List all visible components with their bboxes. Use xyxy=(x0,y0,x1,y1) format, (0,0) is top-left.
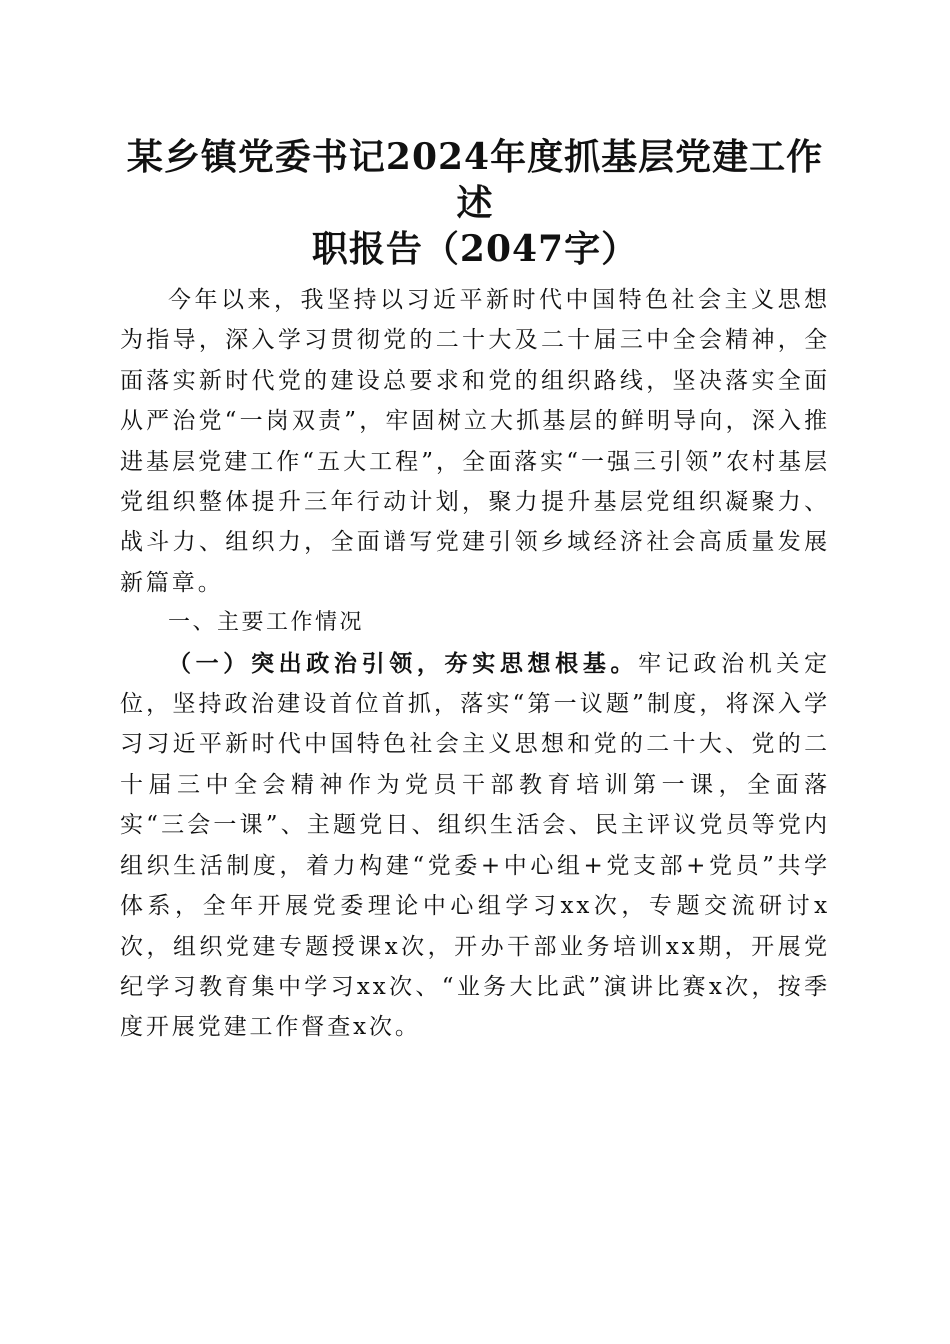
subsection-lead: （一）突出政治引领，夯实思想根基。 xyxy=(168,649,639,677)
title-line-2: 职报告（2047字） xyxy=(311,228,639,270)
document-title xyxy=(110,134,840,272)
subsection-body: 牢记政治机关定位，坚持政治建设首位首抓，落实“第一议题”制度，将深入学习习近平新时代中国特色社会主义思想和党的二十大、党的二十届三中全会精神作为党员干部教育培训第一课，全面落实“三会一课”、主题党日、组织生活会、民主评议党员等党内组织生活制度，着力构建“党委+中心组+党支部+党员”共学体系，全年开展党委理论中心组学习xx次，专题交流研讨x次，组织党建专题授课x次，开办干部业务培训xx期，开展党纪学习教育集中学习xx次、“业务大比武”演讲比赛x次，按季度开展党建工作督查x次。 xyxy=(120,650,830,1041)
document-body xyxy=(120,280,830,1048)
section-heading: 一、主要工作情况 xyxy=(168,610,365,636)
intro-paragraph: 今年以来，我坚持以习近平新时代中国特色社会主义思想为指导，深入学习贯彻党的二十大及二十届三中全会精神，全面落实新时代党的建设总要求和党的组织路线，坚决落实全面从严治党“一岗双责”，牢固树立大抓基层的鲜明导向，深入推进基层党建工作“五大工程”，全面落实“一强三引领”农村基层党组织整体提升三年行动计划，聚力提升基层党组织凝聚力、战斗力、组织力，全面谱写党建引领乡域经济社会高质量发展新篇章。 xyxy=(120,287,830,596)
title-line-1: 某乡镇党委书记2024年度抓基层党建工作述 xyxy=(126,136,824,224)
subsection-paragraph xyxy=(120,644,830,1048)
